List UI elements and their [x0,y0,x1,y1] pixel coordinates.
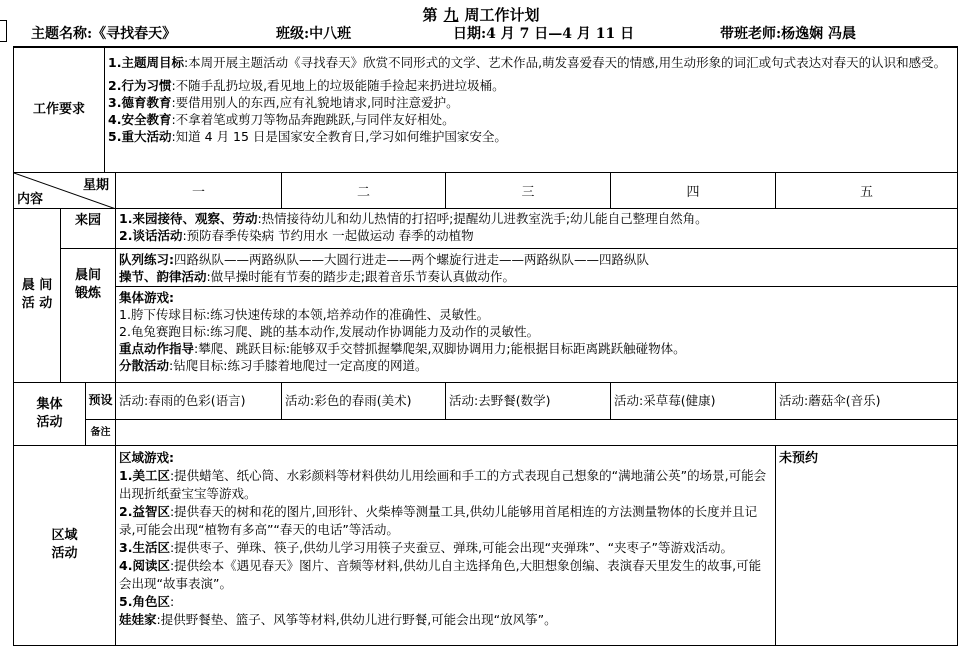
week-number: 九 [443,6,459,24]
notes-content [116,419,958,445]
activity-friday: 活动:蘑菇伞(音乐) [776,382,958,419]
area-heading: 区域游戏: [119,449,174,465]
area-item: 1.美工区:提供蜡笔、纸心筒、水彩颜料等材料供幼儿用绘画和手工的方式表现自己想象的“满地蒲公英”的场景,可能会出现折纸蚕宝宝等游戏。 [119,467,767,501]
key-guidance-item: 重点动作指导:攀爬、跳跃目标:能够双手交替抓握攀爬架,双脚协调用力;能根据目标距离跳跃触碰物体。 [119,340,686,356]
notes-label: 备注 [86,419,116,445]
arrival-content [116,208,958,248]
weekday-corner-label: 星期 [82,177,109,193]
activity-monday: 活动:春雨的色彩(语言) [116,382,282,419]
game-item: 2.龟兔赛跑目标:练习爬、跳的基本动作,发展动作协调能力及动作的灵敏性。 [119,323,540,339]
area-activity-label: 区域 活动 [14,445,116,645]
theme-name: 主题名称:《寻找春天》 [31,26,177,42]
weekly-plan-table [13,46,958,646]
day-monday: 一 [116,172,282,208]
preset-label: 预设 [86,382,116,419]
work-requirements-label: 工作要求 [14,47,105,172]
activity-thursday: 活动:采草莓(健康) [611,382,776,419]
area-activity-content [116,445,776,645]
area-item: 4.阅读区:提供绘本《遇见春天》图片、音频等材料,供幼儿自主选择角色,大胆想象创编、表演春天里发生的故事,可能会出现“故事表演”。 [119,557,762,591]
day-wednesday: 三 [446,172,611,208]
area-item: 5.角色区: [119,593,175,609]
group-activity-label: 集体 活动 [14,382,86,445]
drill-line: 队列练习:四路纵队——两路纵队——大圆行进走——两个螺旋行进走——两路纵队——四路纵队 [119,251,650,267]
unreserved-label: 未预约 [776,445,958,645]
weekday-content-corner [14,172,116,208]
arrival-label: 来园 [61,208,116,248]
requirement-item: 4.安全教育:不拿着笔或剪刀等物品奔跑跳跃,与同伴友好相处。 [108,112,455,127]
requirement-item: 2.行为习惯:不随手乱扔垃圾,看见地上的垃圾能随手捡起来扔进垃圾桶。 [108,78,505,93]
day-thursday: 四 [611,172,776,208]
requirement-item: 3.德育教育:要借用别人的东西,应有礼貌地请求,同时注意爱护。 [108,95,459,110]
morning-exercise-label: 晨间 锻炼 [61,248,116,382]
game-item: 1.胯下传球目标:练习快速传球的本领,培养动作的准确性、灵敏性。 [119,306,490,322]
group-games-content [116,286,958,382]
group-games-heading: 集体游戏: [119,289,174,305]
arrival-line: 1.来园接待、观察、劳动:热情接待幼儿和幼儿热情的打招呼;提醒幼儿进教室洗手;幼儿能自己整理自然角。 [119,210,708,226]
morning-activity-label: 晨 间 活 动 [14,208,61,382]
drill-content [116,248,958,286]
rhythm-line: 操节、韵律活动:做早操时能有节奏的踏步走;跟着音乐节奏认真做动作。 [119,268,515,284]
day-tuesday: 二 [282,172,446,208]
date-range: 日期:4 月 7 日—4 月 11 日 [453,26,635,42]
requirement-item: 1.主题周目标:本周开展主题活动《寻找春天》欣赏不同形式的文学、艺术作品,萌发喜爱春天的情感,用生动形象的词汇或句式表达对春天的认识和感受。 [108,55,947,70]
requirement-item: 5.重大活动:知道 4 月 15 日是国家安全教育日,学习如何维护国家安全。 [108,129,507,144]
activity-wednesday: 活动:去野餐(数学) [446,382,611,419]
teachers: 带班老师:杨逸娴 冯晨 [720,26,857,42]
class-name: 班级:中八班 [276,26,352,42]
area-item: 娃娃家:提供野餐垫、篮子、风筝等材料,供幼儿进行野餐,可能会出现“放风筝”。 [119,611,557,627]
day-friday: 五 [776,172,958,208]
work-requirements-content [105,47,958,172]
activity-tuesday: 活动:彩色的春雨(美术) [282,382,446,419]
split-activity-item: 分散活动:钻爬目标:练习手膝着地爬过一定高度的网道。 [119,357,428,373]
content-corner-label: 内容 [17,191,44,207]
area-item: 2.益智区:提供春天的树和花的图片,回形针、火柴棒等测量工具,供幼儿能够用首尾相连的方法测量物体的长度并且记录,可能会出现“植物有多高”“春天的电话”等活动。 [119,503,758,537]
arrival-line: 2.谈话活动:预防春季传染病 节约用水 一起做运动 春季的动植物 [119,227,474,243]
page-title: 第 九 周工作计划 [422,6,540,24]
area-item: 3.生活区:提供枣子、弹珠、筷子,供幼儿学习用筷子夹蚕豆、弹珠,可能会出现“夹弹珠”、“夹枣子”等游戏活动。 [119,539,734,555]
